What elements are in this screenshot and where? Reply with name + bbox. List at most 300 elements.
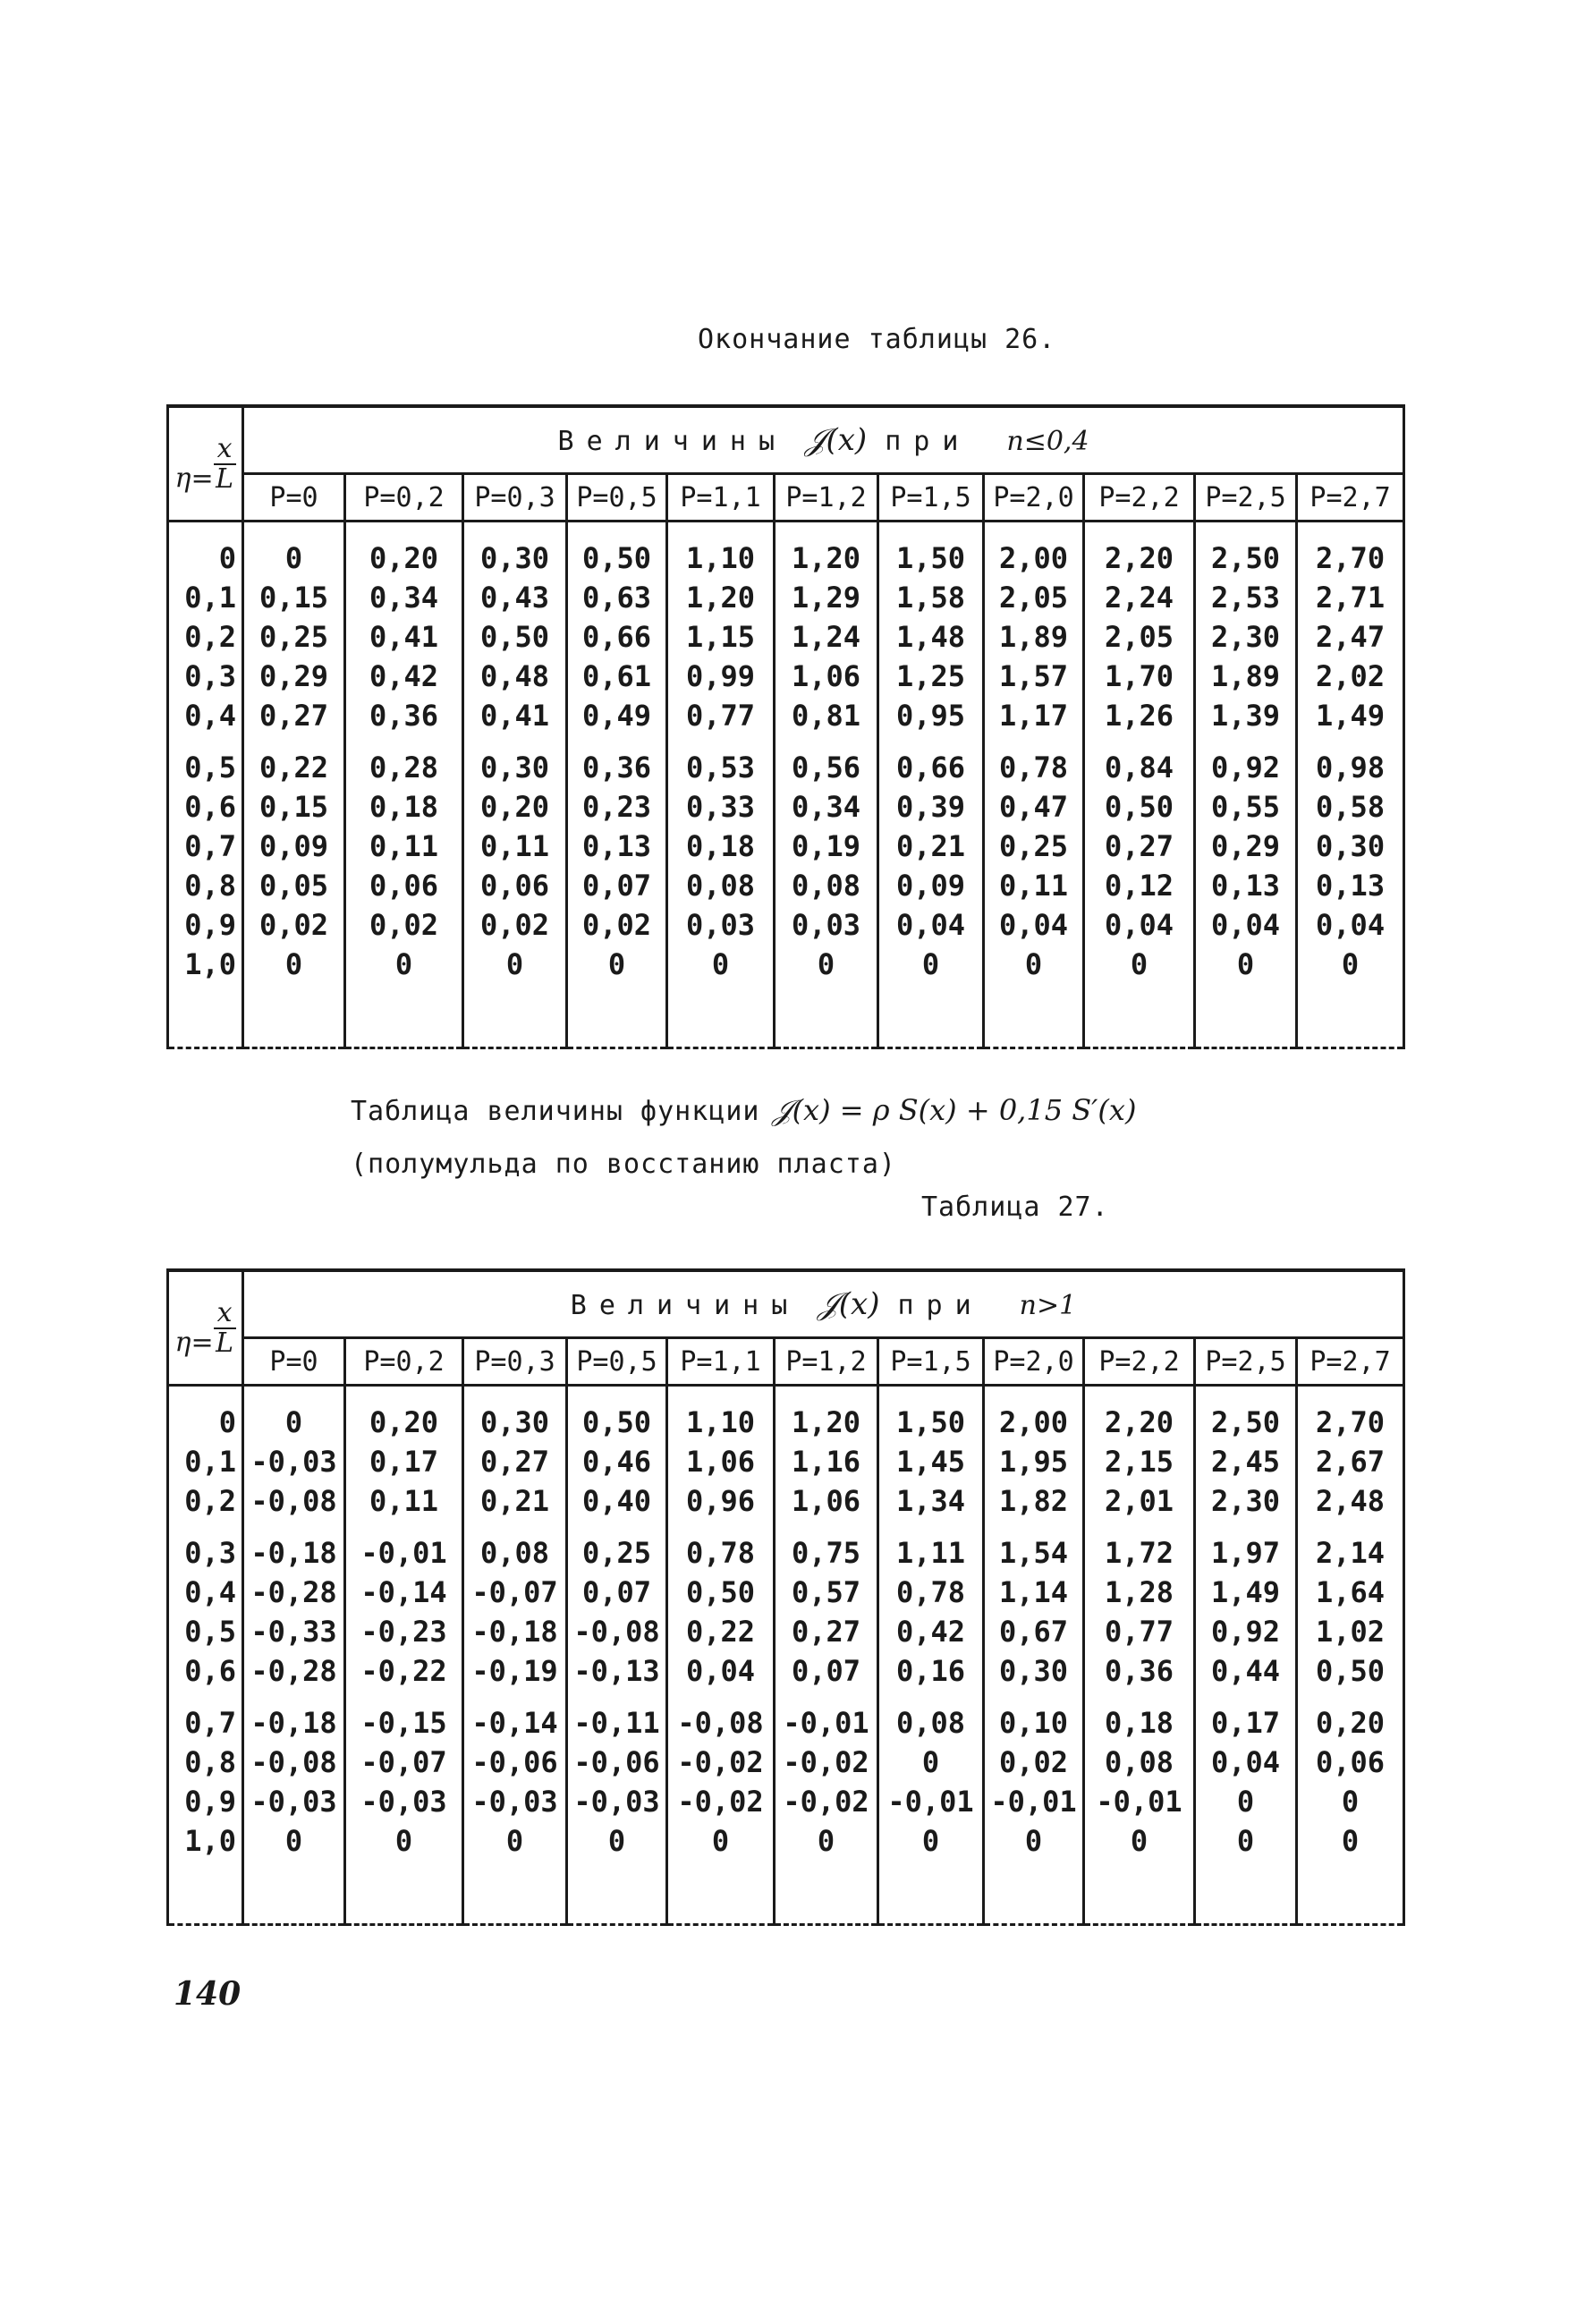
table-cell: 2,30	[1195, 617, 1297, 657]
table-cell: 0	[1195, 1821, 1297, 1925]
table-cell: 0,11	[345, 1481, 463, 1521]
column-header: P=2,7	[1297, 1338, 1404, 1386]
table-cell: 0,02	[463, 905, 567, 945]
table-cell: 0,06	[1297, 1743, 1404, 1782]
column-header: P=1,2	[775, 474, 878, 522]
table-cell: 0,50	[567, 522, 667, 579]
table-cell: 1,20	[775, 522, 878, 579]
table-cell: -0,23	[345, 1612, 463, 1651]
table-cell: 0,13	[1195, 866, 1297, 905]
eta-value: 1,0	[168, 945, 243, 1048]
table-cell: 0,81	[775, 696, 878, 735]
table-cell: 0,57	[775, 1573, 878, 1612]
table-cell: 2,71	[1297, 578, 1404, 617]
table-cell: 1,06	[775, 657, 878, 696]
table-cell: 0,12	[1084, 866, 1195, 905]
table-cell: 0,08	[878, 1691, 984, 1743]
table-cell: 1,25	[878, 657, 984, 696]
table-cell: 0	[984, 1821, 1084, 1925]
table-cell: 0,36	[1084, 1651, 1195, 1691]
table-row	[168, 1521, 1404, 1573]
table-cell: 0,41	[345, 617, 463, 657]
table-cell: 1,10	[667, 522, 775, 579]
column-header: P=0	[243, 1338, 345, 1386]
table-cell: 1,72	[1084, 1521, 1195, 1573]
table-cell: 0,18	[1084, 1691, 1195, 1743]
table-cell: 0,02	[984, 1743, 1084, 1782]
table-cell: 0,03	[667, 905, 775, 945]
table-cell: 0,06	[345, 866, 463, 905]
table-cell: 2,05	[984, 578, 1084, 617]
table-cell: -0,28	[243, 1573, 345, 1612]
table-cell: 0,56	[775, 735, 878, 787]
table-cell: -0,08	[667, 1691, 775, 1743]
eta-value: 0,7	[168, 827, 243, 866]
table-cell: 0,09	[243, 827, 345, 866]
table-cell: 0,78	[878, 1573, 984, 1612]
table-cell: 0	[878, 1743, 984, 1782]
table-cell: 0	[1297, 1782, 1404, 1821]
table-cell: 1,06	[775, 1481, 878, 1521]
table-cell: -0,19	[463, 1651, 567, 1691]
eta-value: 0,9	[168, 1782, 243, 1821]
table-cell: 1,14	[984, 1573, 1084, 1612]
table-cell: 2,48	[1297, 1481, 1404, 1521]
table-row	[168, 1782, 1404, 1821]
table-cell: 0	[984, 945, 1084, 1048]
table-cell: -0,14	[463, 1691, 567, 1743]
table-cell: -0,15	[345, 1691, 463, 1743]
table-cell: 0,22	[243, 735, 345, 787]
table-cell: -0,01	[984, 1782, 1084, 1821]
column-header: P=1,5	[878, 1338, 984, 1386]
table-cell: 1,58	[878, 578, 984, 617]
table-cell: 0,04	[1084, 905, 1195, 945]
eta-num: x	[214, 1299, 236, 1329]
eta-den: L	[216, 1327, 234, 1359]
eta-value: 0	[168, 522, 243, 579]
table-cell: 0,50	[1297, 1651, 1404, 1691]
table-cell: 2,47	[1297, 617, 1404, 657]
table-row	[168, 827, 1404, 866]
table-cell: 0,34	[775, 787, 878, 827]
table-cell: 0	[1195, 1782, 1297, 1821]
table-row	[168, 787, 1404, 827]
table-cell: 0,09	[878, 866, 984, 905]
table-row	[168, 1481, 1404, 1521]
table-cell: 0,11	[984, 866, 1084, 905]
table-cell: 1,70	[1084, 657, 1195, 696]
table-cell: 2,15	[1084, 1442, 1195, 1481]
table-cell: 0,96	[667, 1481, 775, 1521]
table-cell: 0,30	[463, 1386, 567, 1443]
table-row	[168, 1691, 1404, 1743]
table-cell: 1,17	[984, 696, 1084, 735]
table-cell: 1,11	[878, 1521, 984, 1573]
table-cell: 0,20	[1297, 1691, 1404, 1743]
table-row	[168, 696, 1404, 735]
table-cell: 0,02	[567, 905, 667, 945]
table-cell: 1,97	[1195, 1521, 1297, 1573]
table-cell: 0,34	[345, 578, 463, 617]
table-cell: 0	[243, 1821, 345, 1925]
header-cond: n≤0,4	[1006, 426, 1089, 457]
table-cell: 0,04	[667, 1651, 775, 1691]
eta-value: 1,0	[168, 1821, 243, 1925]
table-cell: -0,02	[775, 1782, 878, 1821]
table-cell: 0	[667, 1821, 775, 1925]
table-cell: -0,08	[243, 1743, 345, 1782]
table-cell: 1,49	[1195, 1573, 1297, 1612]
table-cell: 0,04	[878, 905, 984, 945]
table-cell: 1,82	[984, 1481, 1084, 1521]
table-27-title-text: Таблица величины функции	[351, 1096, 760, 1127]
column-header: P=2,0	[984, 474, 1084, 522]
table-cell: -0,03	[567, 1782, 667, 1821]
table-cell: 0,55	[1195, 787, 1297, 827]
table-cell: 0	[1084, 945, 1195, 1048]
table-cell: -0,03	[243, 1782, 345, 1821]
table-cell: 0,84	[1084, 735, 1195, 787]
header-func: 𝒥(x)	[805, 422, 868, 458]
column-header: P=2,5	[1195, 1338, 1297, 1386]
table-26	[166, 404, 1405, 1049]
table-cell: 1,64	[1297, 1573, 1404, 1612]
column-header: P=0,5	[567, 1338, 667, 1386]
eta-header	[168, 1270, 243, 1386]
header-title: Величины	[557, 426, 788, 457]
table-cell: 1,49	[1297, 696, 1404, 735]
column-header: P=0,3	[463, 474, 567, 522]
page-number: 140	[174, 1975, 242, 2013]
column-header: P=1,1	[667, 1338, 775, 1386]
header-title: Величины	[570, 1290, 801, 1321]
table-row	[168, 735, 1404, 787]
table-cell: 0,63	[567, 578, 667, 617]
eta-lhs: η=	[174, 462, 214, 495]
table-cell: 0,08	[667, 866, 775, 905]
table-cell: 2,70	[1297, 522, 1404, 579]
table-cell: 2,70	[1297, 1386, 1404, 1443]
table-cell: 0,25	[243, 617, 345, 657]
table-cell: 0,36	[345, 696, 463, 735]
eta-value: 0,6	[168, 787, 243, 827]
table-cell: 0,27	[1084, 827, 1195, 866]
table-cell: 0,27	[775, 1612, 878, 1651]
eta-lhs: η=	[174, 1327, 214, 1359]
column-header: P=0,2	[345, 474, 463, 522]
table-cell: -0,03	[243, 1442, 345, 1481]
table-row	[168, 1442, 1404, 1481]
table-cell: 0,07	[567, 1573, 667, 1612]
table-row	[168, 1612, 1404, 1651]
values-header	[243, 1270, 1404, 1338]
table-cell: 0,66	[567, 617, 667, 657]
table-row	[168, 578, 1404, 617]
table-cell: 0,19	[775, 827, 878, 866]
table-row	[168, 657, 1404, 696]
table-cell: -0,33	[243, 1612, 345, 1651]
table-cell: 0	[345, 945, 463, 1048]
table-cell: 0,15	[243, 578, 345, 617]
column-header: P=2,5	[1195, 474, 1297, 522]
table-row	[168, 1386, 1404, 1443]
table-cell: 2,00	[984, 522, 1084, 579]
table-cell: 0,04	[1195, 905, 1297, 945]
table-cell: -0,03	[463, 1782, 567, 1821]
values-header	[243, 406, 1404, 474]
table-cell: -0,13	[567, 1651, 667, 1691]
table-cell: 1,20	[667, 578, 775, 617]
table-cell: -0,03	[345, 1782, 463, 1821]
table-cell: 1,50	[878, 1386, 984, 1443]
table-cell: 2,50	[1195, 522, 1297, 579]
table-cell: 0,40	[567, 1481, 667, 1521]
table-cell: 0,58	[1297, 787, 1404, 827]
table-cell: 1,57	[984, 657, 1084, 696]
table-27-subtitle: (полумульда по восстанию пласта)	[351, 1149, 896, 1180]
table-cell: 2,20	[1084, 522, 1195, 579]
table-cell: 0,99	[667, 657, 775, 696]
table-cell: 2,67	[1297, 1442, 1404, 1481]
header-func: 𝒥(x)	[818, 1286, 880, 1322]
table-cell: 1,26	[1084, 696, 1195, 735]
table-row	[168, 522, 1404, 579]
table-cell: 0,17	[345, 1442, 463, 1481]
table-cell: 1,50	[878, 522, 984, 579]
eta-num: x	[214, 435, 236, 465]
table-cell: 1,10	[667, 1386, 775, 1443]
table-cell: 2,01	[1084, 1481, 1195, 1521]
table-cell: 0,20	[345, 1386, 463, 1443]
table-cell: 0,21	[878, 827, 984, 866]
eta-value: 0,8	[168, 866, 243, 905]
eta-value: 0,5	[168, 735, 243, 787]
table-cell: 0,08	[463, 1521, 567, 1573]
table-cell: 0,04	[984, 905, 1084, 945]
table-cell: 0	[463, 945, 567, 1048]
table-row	[168, 617, 1404, 657]
table-27-title	[351, 1093, 1136, 1128]
table-cell: 0,39	[878, 787, 984, 827]
table-cell: -0,08	[243, 1481, 345, 1521]
column-header: P=2,0	[984, 1338, 1084, 1386]
table-cell: 0,50	[567, 1386, 667, 1443]
table-27-formula: 𝒥(x) = ρ S(x) + 0,15 S′(x)	[772, 1093, 1137, 1127]
table-cell: 1,95	[984, 1442, 1084, 1481]
table-cell: 0,78	[984, 735, 1084, 787]
column-header: P=0,2	[345, 1338, 463, 1386]
table-cell: 0,25	[984, 827, 1084, 866]
table-cell: 0,18	[345, 787, 463, 827]
table-cell: 0,20	[345, 522, 463, 579]
table-cell: 1,39	[1195, 696, 1297, 735]
table-cell: 0,77	[1084, 1612, 1195, 1651]
column-header: P=1,1	[667, 474, 775, 522]
table-cell: 2,30	[1195, 1481, 1297, 1521]
table-row	[168, 1651, 1404, 1691]
table-cell: 0,11	[463, 827, 567, 866]
table-27-body	[168, 1386, 1404, 1925]
table-cell: -0,06	[567, 1743, 667, 1782]
table-cell: 2,24	[1084, 578, 1195, 617]
table-cell: 0,43	[463, 578, 567, 617]
table-cell: 0	[567, 945, 667, 1048]
table-cell: 0,66	[878, 735, 984, 787]
table-cell: 0	[1084, 1821, 1195, 1925]
table-cell: 1,28	[1084, 1573, 1195, 1612]
table-cell: 0,20	[463, 787, 567, 827]
eta-value: 0,1	[168, 578, 243, 617]
table-cell: 2,05	[1084, 617, 1195, 657]
table-cell: 1,16	[775, 1442, 878, 1481]
eta-value: 0,3	[168, 657, 243, 696]
column-header: P=2,2	[1084, 1338, 1195, 1386]
table-cell: -0,01	[775, 1691, 878, 1743]
table-cell: 2,53	[1195, 578, 1297, 617]
eta-value: 0,4	[168, 1573, 243, 1612]
eta-value: 0,9	[168, 905, 243, 945]
column-header: P=0	[243, 474, 345, 522]
table-cell: 0,05	[243, 866, 345, 905]
table-cell: -0,18	[243, 1691, 345, 1743]
table-cell: 0,02	[345, 905, 463, 945]
table-cell: 0,11	[345, 827, 463, 866]
table-cell: 2,20	[1084, 1386, 1195, 1443]
header-at: при	[885, 426, 971, 457]
eta-value: 0,1	[168, 1442, 243, 1481]
header-cond: n>1	[1019, 1290, 1077, 1321]
column-header: P=1,2	[775, 1338, 878, 1386]
table-cell: -0,28	[243, 1651, 345, 1691]
table-27-caption: Таблица 27.	[921, 1192, 1109, 1223]
table-cell: -0,18	[463, 1612, 567, 1651]
table-cell: 0,13	[1297, 866, 1404, 905]
table-cell: 0,46	[567, 1442, 667, 1481]
table-cell: 0,75	[775, 1521, 878, 1573]
table-cell: 0,02	[243, 905, 345, 945]
table-cell: 0,53	[667, 735, 775, 787]
table-cell: -0,22	[345, 1651, 463, 1691]
table-cell: 0,27	[243, 696, 345, 735]
table-cell: 1,89	[984, 617, 1084, 657]
table-cell: 0	[243, 945, 345, 1048]
table-cell: 0,44	[1195, 1651, 1297, 1691]
table-cell: 0,03	[775, 905, 878, 945]
table-cell: 1,48	[878, 617, 984, 657]
table-cell: 0	[243, 522, 345, 579]
table-cell: -0,01	[878, 1782, 984, 1821]
table-cell: 0,61	[567, 657, 667, 696]
column-header: P=0,3	[463, 1338, 567, 1386]
table-cell: 0,08	[1084, 1743, 1195, 1782]
table-cell: 0	[243, 1386, 345, 1443]
table-row	[168, 1573, 1404, 1612]
table-row	[168, 945, 1404, 1048]
eta-value: 0,2	[168, 617, 243, 657]
table-cell: 0,27	[463, 1442, 567, 1481]
table-cell: 0,13	[567, 827, 667, 866]
table-cell: 0,36	[567, 735, 667, 787]
eta-value: 0,3	[168, 1521, 243, 1573]
table-cell: 2,00	[984, 1386, 1084, 1443]
table-27	[166, 1268, 1405, 1926]
eta-value: 0,5	[168, 1612, 243, 1651]
table-row	[168, 905, 1404, 945]
column-header: P=1,5	[878, 474, 984, 522]
table-cell: -0,01	[1084, 1782, 1195, 1821]
table-cell: 0,42	[878, 1612, 984, 1651]
table-cell: 0,48	[463, 657, 567, 696]
table-cell: 1,24	[775, 617, 878, 657]
table-26-body	[168, 522, 1404, 1048]
table-cell: 0,21	[463, 1481, 567, 1521]
table-cell: -0,01	[345, 1521, 463, 1573]
table-cell: 0	[775, 1821, 878, 1925]
table-cell: -0,02	[667, 1743, 775, 1782]
column-header: P=0,5	[567, 474, 667, 522]
eta-value: 0,8	[168, 1743, 243, 1782]
table-cell: -0,02	[667, 1782, 775, 1821]
table-cell: 2,14	[1297, 1521, 1404, 1573]
table-cell: 0,33	[667, 787, 775, 827]
table-cell: 1,54	[984, 1521, 1084, 1573]
table-cell: 1,29	[775, 578, 878, 617]
table-cell: 0	[345, 1821, 463, 1925]
table-cell: 0,92	[1195, 735, 1297, 787]
table-cell: 0,06	[463, 866, 567, 905]
table-cell: 1,20	[775, 1386, 878, 1443]
table-cell: 0,25	[567, 1521, 667, 1573]
table-cell: 0,30	[1297, 827, 1404, 866]
column-header: P=2,2	[1084, 474, 1195, 522]
table-cell: 0,77	[667, 696, 775, 735]
table-cell: 0	[567, 1821, 667, 1925]
table-cell: -0,07	[463, 1573, 567, 1612]
table-cell: 0	[1195, 945, 1297, 1048]
table-cell: 0	[878, 1821, 984, 1925]
table-cell: 0,07	[567, 866, 667, 905]
table-26-caption: Окончание таблицы 26.	[698, 324, 1056, 355]
table-cell: 0,16	[878, 1651, 984, 1691]
eta-header	[168, 406, 243, 522]
column-header: P=2,7	[1297, 474, 1404, 522]
table-row	[168, 1743, 1404, 1782]
table-cell: 0,28	[345, 735, 463, 787]
table-cell: 2,45	[1195, 1442, 1297, 1481]
table-cell: -0,18	[243, 1521, 345, 1573]
table-cell: 0,92	[1195, 1612, 1297, 1651]
table-cell: -0,02	[775, 1743, 878, 1782]
table-cell: 0,23	[567, 787, 667, 827]
table-cell: 1,45	[878, 1442, 984, 1481]
eta-value: 0,2	[168, 1481, 243, 1521]
table-cell: -0,11	[567, 1691, 667, 1743]
table-row	[168, 1821, 1404, 1925]
table-cell: 0	[463, 1821, 567, 1925]
header-at: при	[897, 1290, 984, 1321]
table-cell: 1,15	[667, 617, 775, 657]
table-cell: 0	[1297, 945, 1404, 1048]
eta-value: 0,7	[168, 1691, 243, 1743]
table-cell: -0,07	[345, 1743, 463, 1782]
table-cell: 0,67	[984, 1612, 1084, 1651]
table-cell: 0,95	[878, 696, 984, 735]
table-cell: 0,42	[345, 657, 463, 696]
table-cell: 1,06	[667, 1442, 775, 1481]
table-cell: 0,30	[463, 735, 567, 787]
table-cell: 0,47	[984, 787, 1084, 827]
